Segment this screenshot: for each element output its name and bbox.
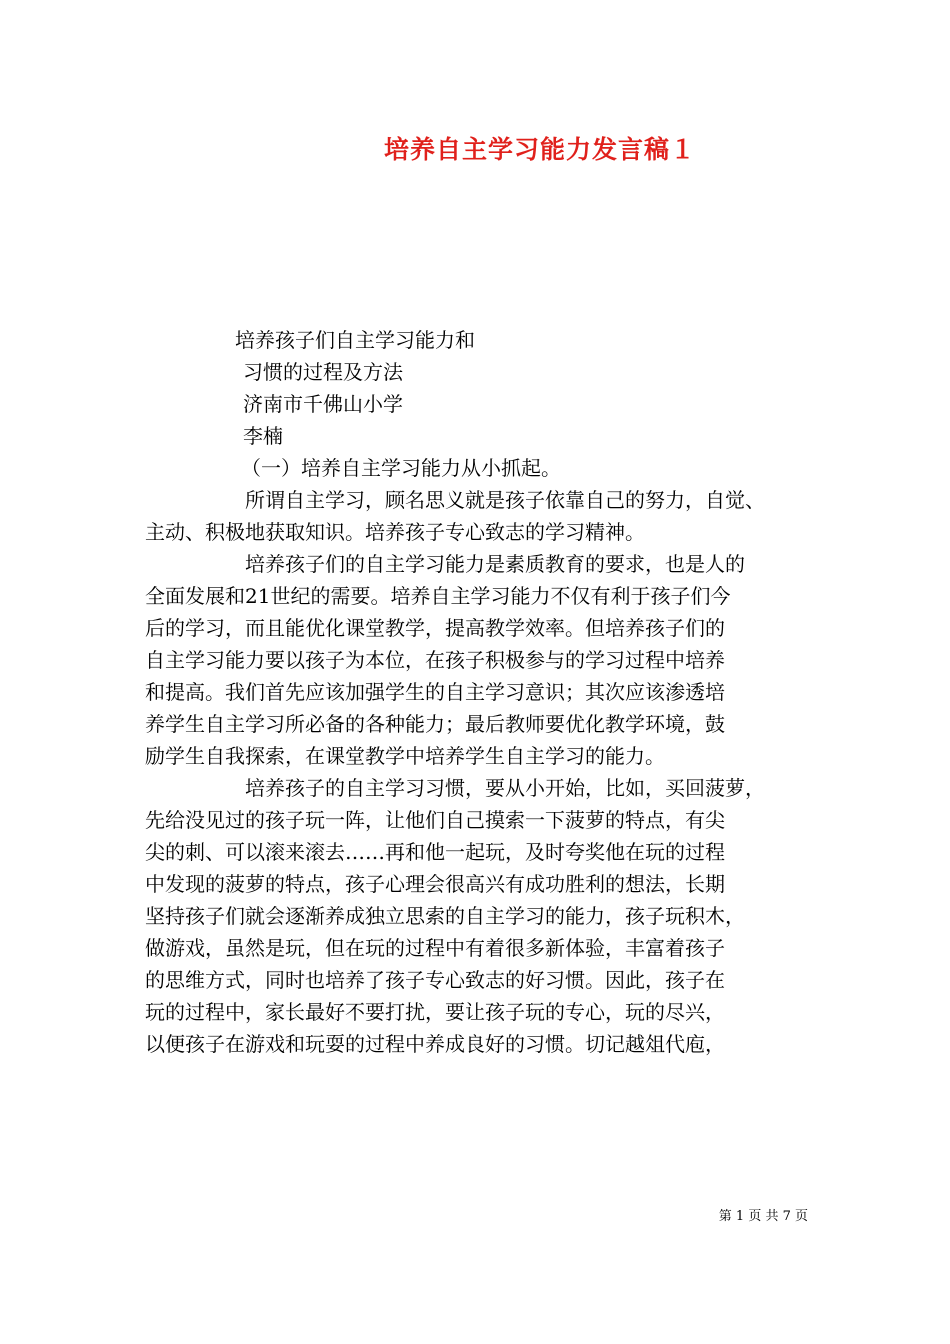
school-name: 济南市千佛山小学 xyxy=(243,392,403,416)
author-name: 李楠 xyxy=(243,424,283,448)
paragraph-line: 培养孩子的自主学习习惯，要从小开始，比如，买回菠萝， xyxy=(245,776,765,800)
paragraph-line: 全面发展和21世纪的需要。培养自主学习能力不仅有利于孩子们今 xyxy=(145,584,731,608)
paragraph-line: 养学生自主学习所必备的各种能力；最后教师要优化教学环境，鼓 xyxy=(145,712,725,736)
paragraph-2 xyxy=(145,548,810,772)
paragraph-line: 自主学习能力要以孩子为本位，在孩子积极参与的学习过程中培养 xyxy=(145,648,725,672)
page-number-footer: 第 1 页 共 7 页 xyxy=(718,1209,808,1224)
paragraph-line: 主动、积极地获取知识。培养孩子专心致志的学习精神。 xyxy=(145,520,645,544)
paragraph-line: 的思维方式，同时也培养了孩子专心致志的好习惯。因此，孩子在 xyxy=(145,968,725,992)
paragraph-line: 励学生自我探索，在课堂教学中培养学生自主学习的能力。 xyxy=(145,744,665,768)
paragraph-line: 中发现的菠萝的特点，孩子心理会很高兴有成功胜利的想法，长期 xyxy=(145,872,725,896)
heading-line-1: 培养孩子们自主学习能力和 xyxy=(235,328,475,352)
paragraph-line: 先给没见过的孩子玩一阵，让他们自己摸索一下菠萝的特点，有尖 xyxy=(145,808,725,832)
paragraph-line: 培养孩子们的自主学习能力是素质教育的要求，也是人的 xyxy=(245,552,745,576)
paragraph-line: 玩的过程中，家长最好不要打扰，要让孩子玩的专心，玩的尽兴， xyxy=(145,1000,725,1024)
paragraph-line: 和提高。我们首先应该加强学生的自主学习意识；其次应该渗透培 xyxy=(145,680,725,704)
paragraph-line: 坚持孩子们就会逐渐养成独立思索的自主学习的能力，孩子玩积木， xyxy=(145,904,745,928)
paragraph-3 xyxy=(145,772,810,1060)
paragraph-line: 尖的刺、可以滚来滚去……再和他一起玩，及时夸奖他在玩的过程 xyxy=(145,840,725,864)
section-heading: （一）培养自主学习能力从小抓起。 xyxy=(241,456,561,480)
paragraph-line: 后的学习，而且能优化课堂教学，提高教学效率。但培养孩子们的 xyxy=(145,616,725,640)
paragraph-line: 所谓自主学习，顾名思义就是孩子依靠自己的努力，自觉、 xyxy=(245,488,765,512)
document-body xyxy=(145,324,810,1060)
paragraph-line: 做游戏，虽然是玩，但在玩的过程中有着很多新体验，丰富着孩子 xyxy=(145,936,725,960)
heading-line-2: 习惯的过程及方法 xyxy=(243,360,403,384)
paragraph-line: 以便孩子在游戏和玩耍的过程中养成良好的习惯。切记越俎代庖， xyxy=(145,1032,725,1056)
document-title: 培养自主学习能力发言稿１ xyxy=(383,135,696,164)
paragraph-1 xyxy=(145,484,810,548)
